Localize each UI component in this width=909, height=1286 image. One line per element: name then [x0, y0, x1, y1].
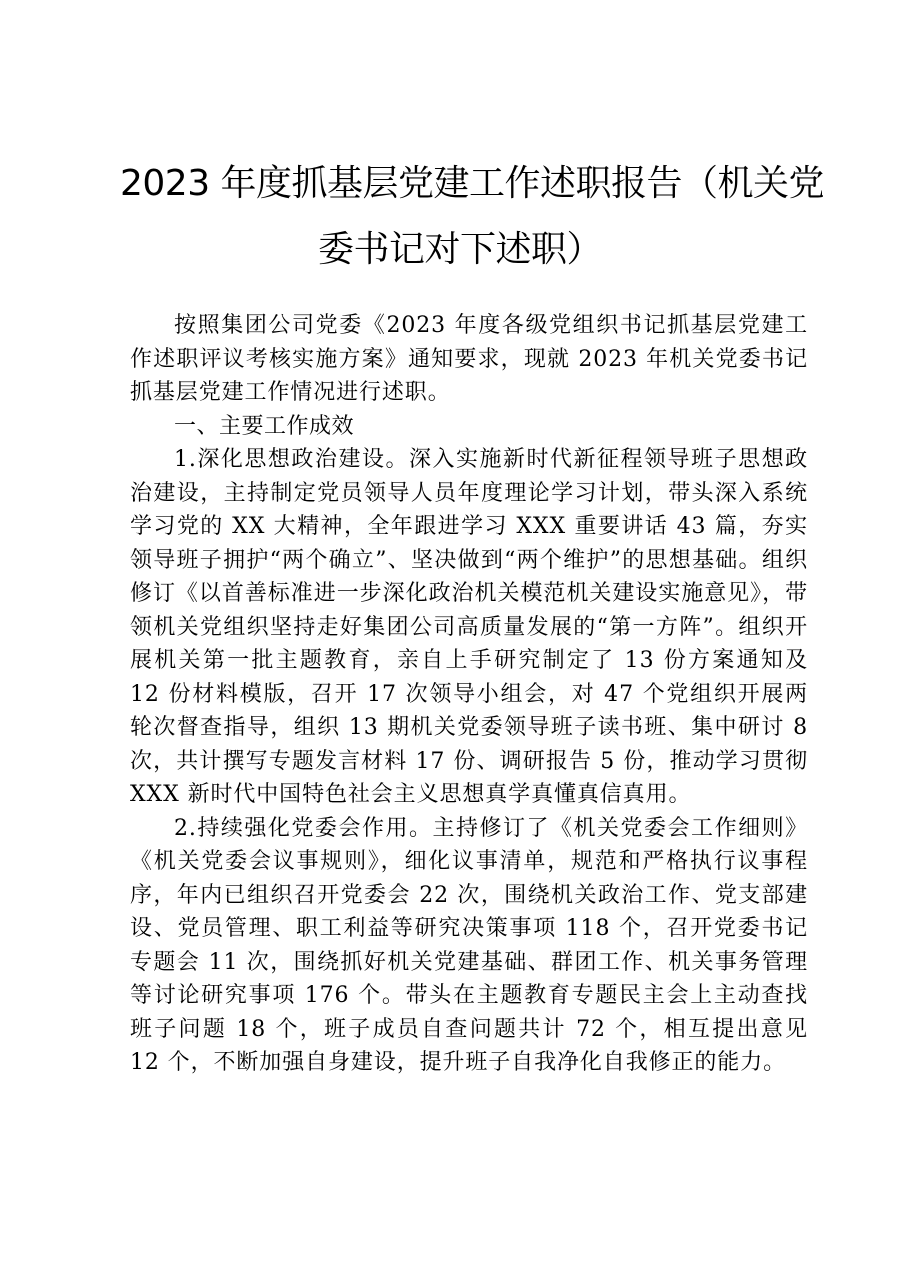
document-title-line-2: 委书记对下述职）: [317, 229, 602, 270]
document-body: [130, 309, 808, 1080]
document-title-line-1: 2023 年度抓基层党建工作述职报告（机关党: [120, 163, 825, 204]
paragraph-ideological-building: 1.深化思想政治建设。深入实施新时代新征程领导班子思想政治建设，主持制定党员领导人员年度理论学习计划，带头深入系统学习党的 XX 大精神，全年跟进学习 XXX 重要讲话 43 篇，夯实领导班子拥护“两个确立”、坚决做到“两个维护”的思想基础。组织修订《以首善标准进一步深化政治机关模范机关建设实施意见》，带领机关党组织坚持走好集团公司高质量发展的“第一方阵”。组织开展机关第一批主题教育，亲自上手研究制定了 13 份方案通知及 12 份材料模版，召开 17 次领导小组会，对 47 个党组织开展两轮次督查指导，组织 13 期机关党委领导班子读书班、集中研讨 8 次，共计撰写专题发言材料 17 份、调研报告 5 份，推动学习贯彻 XXX 新时代中国特色社会主义思想真学真懂真信真用。: [130, 447, 808, 807]
paragraph-party-committee-role: 2.持续强化党委会作用。主持修订了《机关党委会工作细则》《机关党委会议事规则》，细化议事清单，规范和严格执行议事程序，年内已组织召开党委会 22 次，围绕机关政治工作、党支部建设、党员管理、职工利益等研究决策事项 118 个，召开党委书记专题会 11 次，围绕抓好机关党建基础、群团工作、机关事务管理等讨论研究事项 176 个。带头在主题教育专题民主会上主动查找班子问题 18 个，班子成员自查问题共计 72 个，相互提出意见 12 个，不断加强自身建设，提升班子自我净化自我修正的能力。: [130, 815, 808, 1075]
section-heading: 一、主要工作成效: [174, 413, 355, 439]
intro-paragraph: 按照集团公司党委《2023 年度各级党组织书记抓基层党建工作述职评议考核实施方案》通知要求，现就 2023 年机关党委书记抓基层党建工作情况进行述职。: [130, 313, 808, 405]
